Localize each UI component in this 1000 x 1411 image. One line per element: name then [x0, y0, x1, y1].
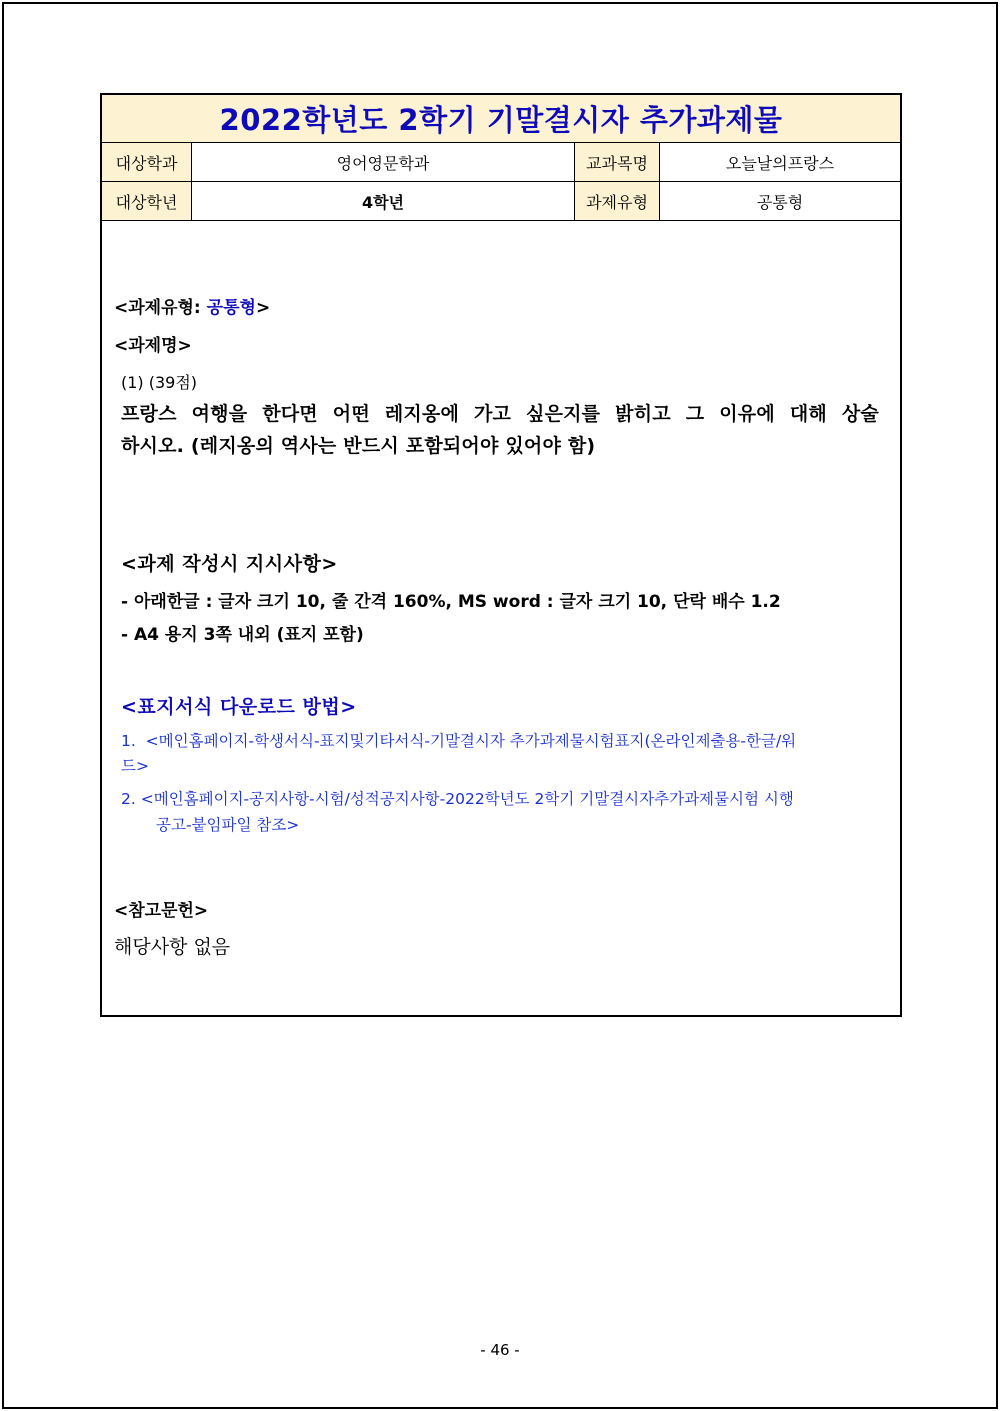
dept-value: 영어영문학과 — [192, 143, 575, 181]
references-heading: <참고문헌> — [114, 901, 209, 921]
task-name-label: <과제명> — [114, 336, 192, 356]
task-type-value: 공통형 — [206, 298, 256, 318]
instruction-item-2: - A4 용지 3쪽 내외 (표지 포함) — [121, 625, 364, 645]
grade-label: 대상학년 — [102, 182, 192, 220]
task-type-line — [114, 293, 270, 318]
question-number: (1) (39점) — [121, 373, 198, 392]
info-row-1 — [102, 143, 900, 182]
download-item-2-cont[interactable]: 공고-붙임파일 참조> — [156, 816, 300, 834]
course-label: 교과목명 — [575, 143, 660, 181]
download-heading: <표지서식 다운로드 방법> — [121, 696, 357, 718]
download-item-2[interactable] — [121, 787, 794, 809]
dept-label: 대상학과 — [102, 143, 192, 181]
page-title: 2022학년도 2학기 기말결시자 추가과제물 — [102, 95, 900, 143]
question-line-2: 하시오. (레지옹의 역사는 반드시 포함되어야 있어야 함) — [121, 435, 596, 457]
download-item-1-num: 1. — [121, 732, 136, 750]
question-line-1: 프랑스 여행을 한다면 어떤 레지옹에 가고 싶은지를 밝히고 그 이유에 대해 상술 — [121, 403, 879, 425]
page-number: - 46 - — [480, 1341, 520, 1359]
instructions-heading: <과제 작성시 지시사항> — [121, 553, 338, 575]
download-item-2-num: 2. — [121, 790, 136, 808]
grade-value: 4학년 — [192, 182, 575, 220]
info-row-2 — [102, 182, 900, 221]
type-value: 공통형 — [756, 192, 804, 212]
course-value: 오늘날의프랑스 — [725, 153, 835, 173]
download-item-1[interactable] — [121, 729, 796, 751]
download-item-1-text: <메인홈페이지-학생서식-표지및기타서식-기말결시자 추가과제물시험표지(온라인제출용-한글/워 — [145, 732, 797, 750]
type-label: 과제유형 — [575, 182, 660, 220]
download-item-1-cont[interactable]: 드> — [121, 757, 149, 775]
assignment-frame — [100, 93, 902, 1017]
task-type-prefix: <과제유형: — [114, 298, 207, 318]
references-body: 해당사항 없음 — [114, 936, 231, 958]
instruction-item-1: - 아래한글 : 글자 크기 10, 줄 간격 160%, MS word : 글자 크기 10, 단락 배수 1.2 — [121, 592, 781, 612]
task-type-suffix: > — [255, 298, 271, 318]
download-item-2-text: <메인홈페이지-공지사항-시험/성적공지사항-2022학년도 2학기 기말결시자추가과제물시험 시행 — [140, 790, 794, 808]
